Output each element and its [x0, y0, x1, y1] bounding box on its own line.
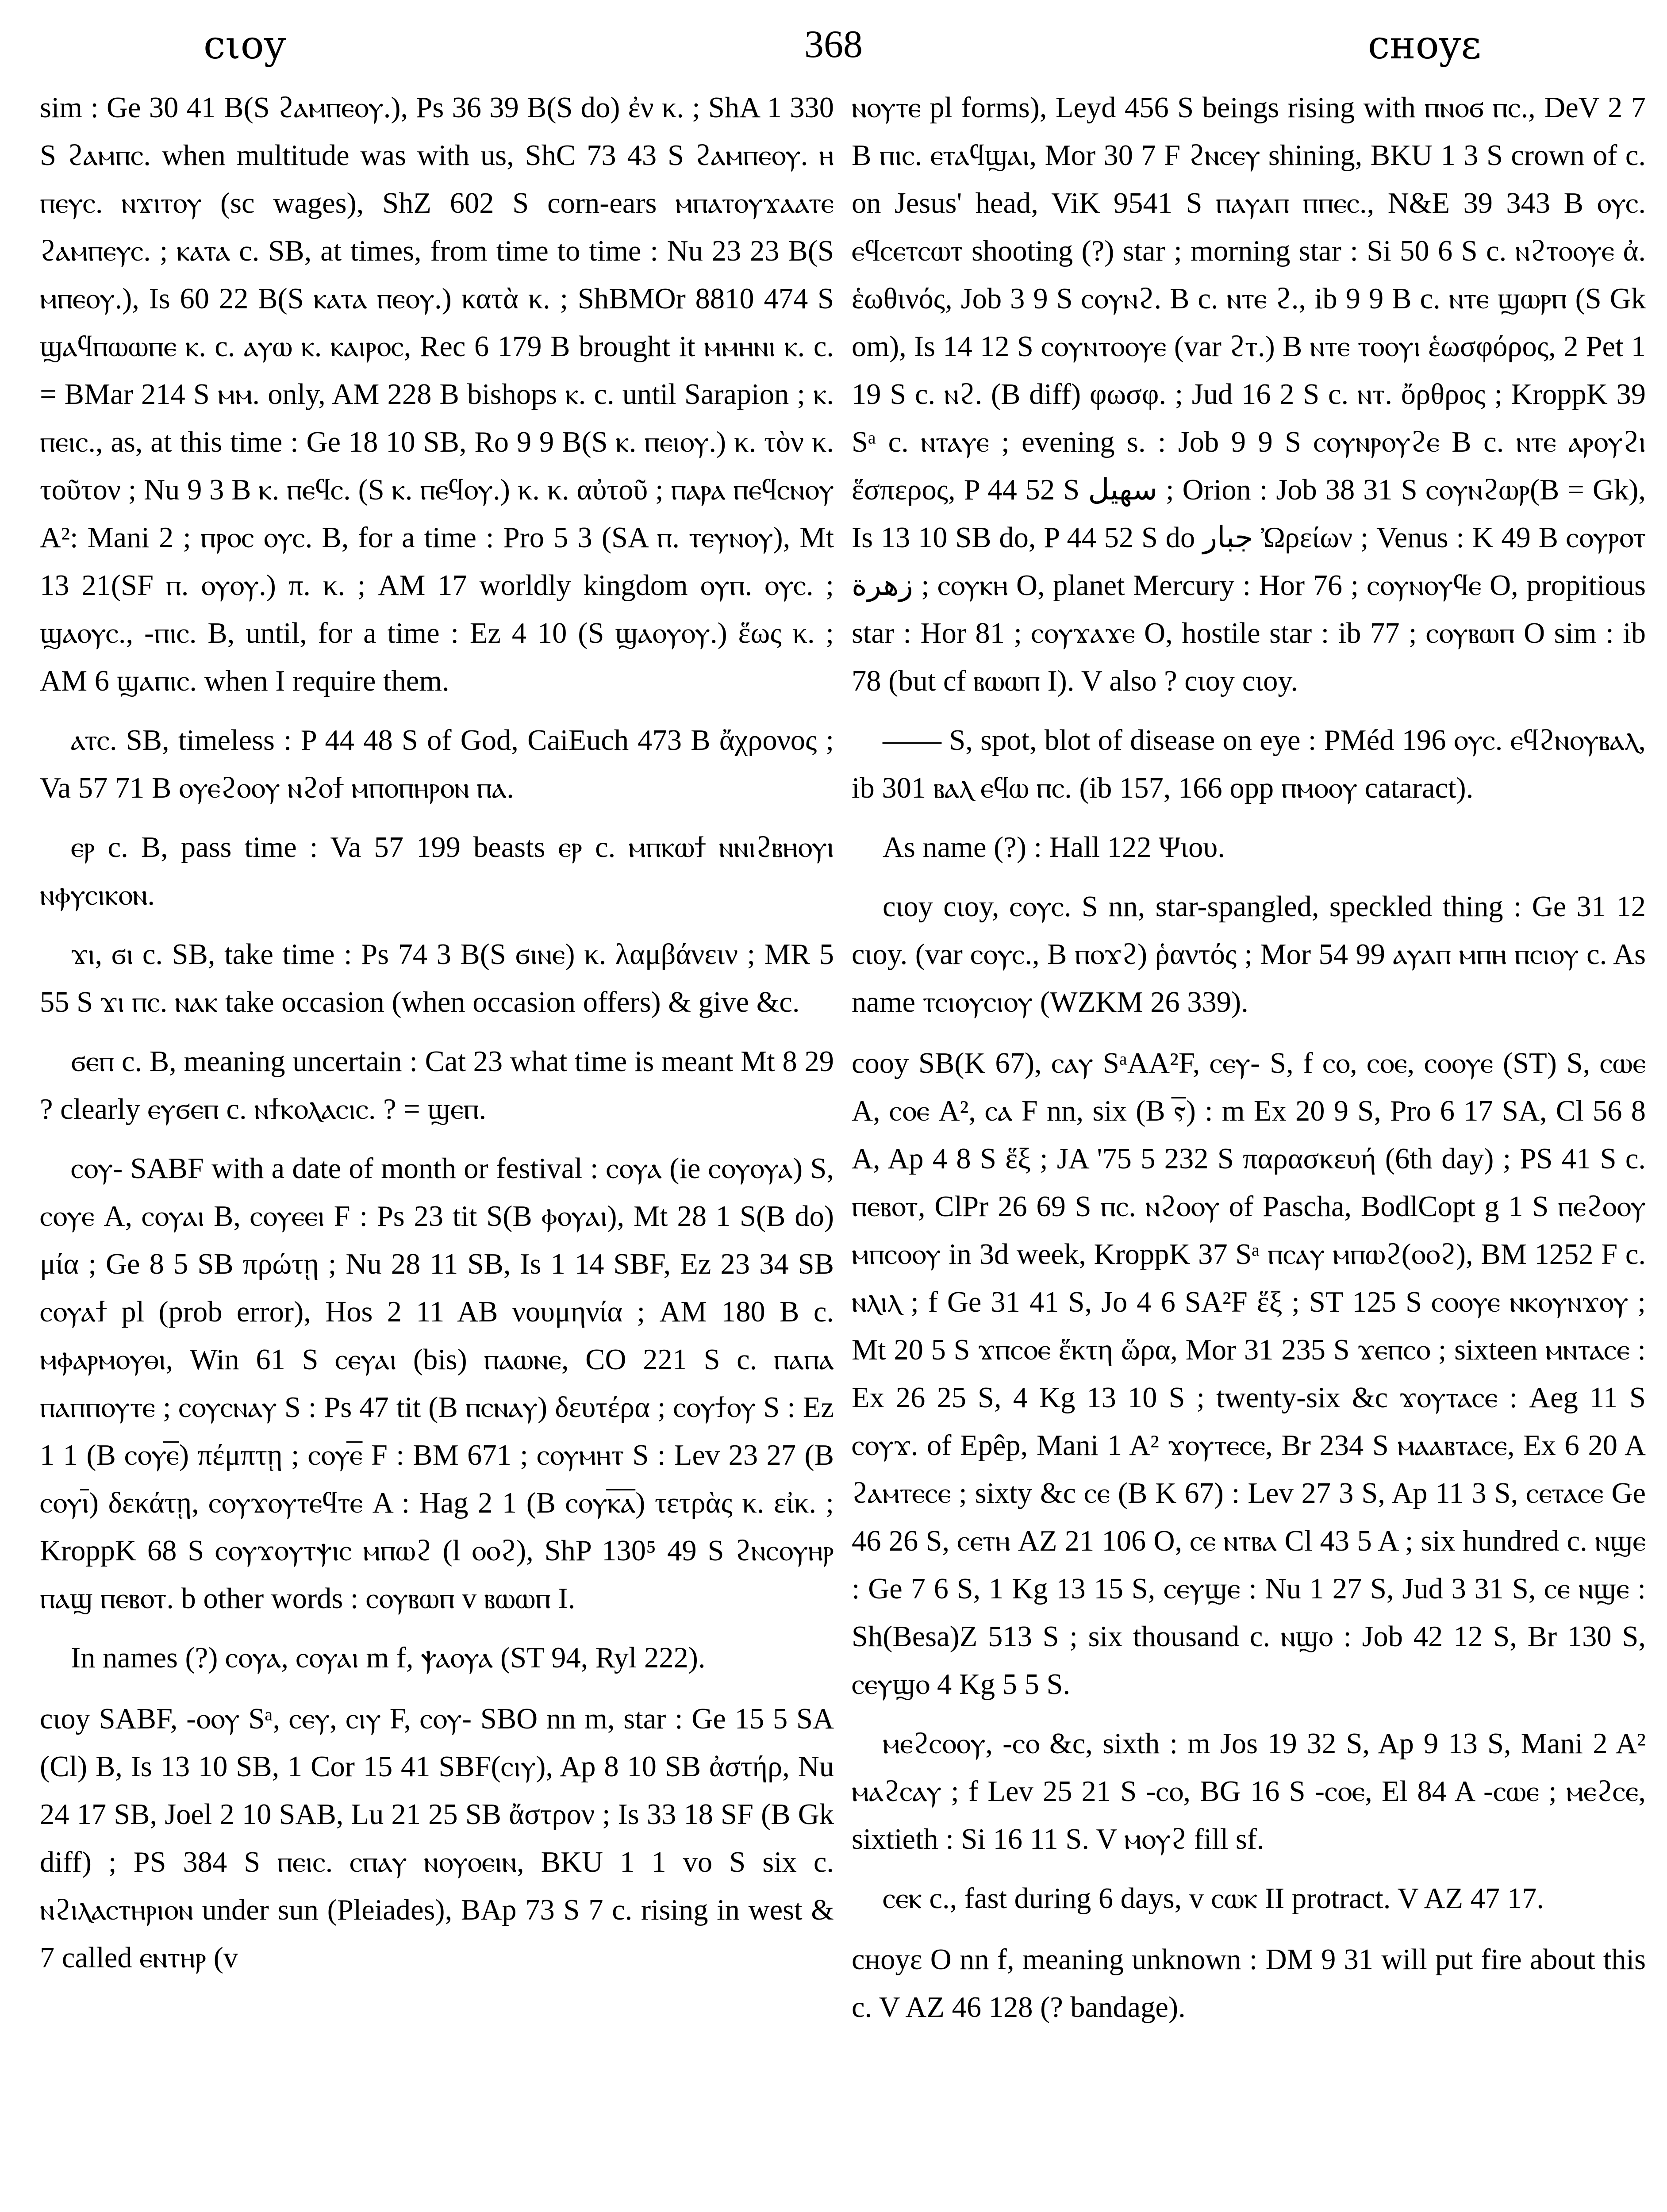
paragraph: ⲁⲧⲥ. SB, timeless : P 44 48 S of God, CaiEuch 473 B ἄχρονος ; Va 57 71 B ⲟⲩⲉϩⲟⲟⲩ ⲛϩⲟϯ ⲙⲡⲟⲡⲏⲣⲟⲛ ⲡⲁ.	[40, 724, 834, 804]
paragraph: ϭⲉⲡ c. B, meaning uncertain : Cat 23 what time is meant Mt 8 29 ? clearly ⲉⲩϭⲉⲡ c. ⲛϯⲕⲟⲗⲁⲥⲓⲥ. ? = ϣⲉⲡ.	[40, 1045, 834, 1125]
entry-paragraph: cιoy SABF, -ⲟⲟⲩ Sᵃ, ⲥⲉⲩ, ⲥⲓⲩ F, ⲥⲟⲩ- SBO nn m, star : Ge 15 5 SA (Cl) B, Is 13 10 SB, 1 Cor 15 41 SBF(ⲥⲓⲩ), Ap 8 10 SB ἀστήρ, Nu 24 17 SB, Joel 2 10 SAB, Lu 21 25 SB ἄστρον ; Is 33 18 SF (B Gk diff) ; PS 384 S ⲡⲉⲓⲥ. ⲥⲡⲁⲩ ⲛⲟⲩⲟⲉⲓⲛ, BKU 1 1 vo S six c. ⲛϩⲓⲗⲁⲥⲧⲏⲣⲓⲟⲛ under sun (Pleiades), BAp 73 S 7 c. rising in west & 7 called ⲉⲛⲧⲏⲣ (v	[40, 1703, 834, 1974]
right-running-head: cнoyɛ	[1367, 22, 1481, 68]
paragraph: In names (?) ⲥⲟⲩⲁ, ⲥⲟⲩⲁⲓ m f, ⲯⲁⲟⲩⲁ (ST 94, Ryl 222).	[71, 1642, 706, 1674]
left-column	[40, 84, 834, 1993]
paragraph: ⲙⲉϩⲥⲟⲟⲩ, -ⲥⲟ &c, sixth : m Jos 19 32 S, Ap 9 13 S, Mani 2 A² ⲙⲁϩⲥⲁⲩ ; f Lev 25 21 S -ⲥⲟ, BG 16 S -ⲥⲟⲉ, El 84 A -ⲥⲱⲉ ; ⲙⲉϩⲥⲉ, sixtieth : Si 16 11 S. V ⲙⲟⲩϩ fill sf.	[852, 1728, 1646, 1855]
right-column	[852, 84, 1646, 2043]
left-running-head: cιoy	[204, 22, 286, 68]
paragraph: ⲛⲟⲩⲧⲉ pl forms), Leyd 456 S beings rising with ⲡⲛⲟϭ ⲡⲥ., DeV 2 7 B ⲡⲓⲥ. ⲉⲧⲁϥϣⲁⲓ, Mor 30 7 F ϩⲛⲥⲉⲩ shining, BKU 1 3 S crown of c. on Jesus' head, ViK 9541 S ⲡⲁⲩⲁⲡ ⲡⲡⲉⲥ., N&E 39 343 B ⲟⲩⲥ. ⲉϥⲥⲉⲧⲥⲱⲧ shooting (?) star ; morning star : Si 50 6 S c. ⲛϩⲧⲟⲟⲩⲉ ἀ. ἑωθινός, Job 3 9 S ⲥⲟⲩⲛϩ. B c. ⲛⲧⲉ ϩ., ib 9 9 B c. ⲛⲧⲉ ϣⲱⲣⲡ (S Gk om), Is 14 12 S ⲥⲟⲩⲛⲧⲟⲟⲩⲉ (var ϩⲧ.) B ⲛⲧⲉ ⲧⲟⲟⲩⲓ ἑωσφόρος, 2 Pet 1 19 S c. ⲛϩ. (B diff) φωσφ. ; Jud 16 2 S c. ⲛⲧ. ὄρθρος ; KroppK 39 Sᵃ c. ⲛⲧⲁⲩⲉ ; evening s. : Job 9 9 S ⲥⲟⲩⲛⲣⲟⲩϩⲉ B c. ⲛⲧⲉ ⲁⲣⲟⲩϩⲓ ἕσπερος, P 44 52 S سهيل ; Orion : Job 38 31 S ⲥⲟⲩⲛϩⲱⲣ(B = Gk), Is 13 10 SB do, P 44 52 S do جبار Ὠρείων ; Venus : K 49 B ⲥⲟⲩⲣⲟⲧ زهرة ; ⲥⲟⲩⲕⲏ O, planet Mercury : Hor 76 ; ⲥⲟⲩⲛⲟⲩϥⲉ O, propitious star : Hor 81 ; ⲥⲟⲩϫⲁϫⲉ O, hostile star : ib 77 ; ⲥⲟⲩⲃⲱⲡ O sim : ib 78 (but cf ⲃⲱⲱⲡ I). V also ? cιoy cιoy.	[852, 92, 1646, 697]
paragraph: As name (?) : Hall 122 Ψιου.	[883, 831, 1225, 864]
paragraph: —— S, spot, blot of disease on eye : PMéd 196 ⲟⲩⲥ. ⲉϥϩⲛⲟⲩⲃⲁⲗ, ib 301 ⲃⲁⲗ ⲉϥⲱ ⲡⲥ. (ib 157, 166 opp ⲡⲙⲟⲟⲩ cataract).	[852, 724, 1646, 804]
paragraph: sim : Ge 30 41 B(S ϩⲁⲙⲡⲉⲟⲩ.), Ps 36 39 B(S do) ἐν κ. ; ShA 1 330 S ϩⲁⲙⲡⲥ. when multitude was with us, ShC 73 43 S ϩⲁⲙⲡⲉⲟⲩ. ⲏ ⲡⲉⲩⲥ. ⲛϫⲓⲧⲟⲩ (sc wages), ShZ 602 S corn-ears ⲙⲡⲁⲧⲟⲩϫⲁⲁⲧⲉ ϩⲁⲙⲡⲉⲩⲥ. ; ⲕⲁⲧⲁ c. SB, at times, from time to time : Nu 23 23 B(S ⲙⲡⲉⲟⲩ.), Is 60 22 B(S ⲕⲁⲧⲁ ⲡⲉⲟⲩ.) κατὰ κ. ; ShBMOr 8810 474 S ϣⲁϥⲡⲱⲱⲡⲉ ⲕ. c. ⲁⲩⲱ ⲕ. ⲕⲁⲓⲣⲟⲥ, Rec 6 179 B brought it ⲙⲙⲏⲛⲓ ⲕ. c. = BMar 214 S ⲙⲙ. only, AM 228 B bishops ⲕ. c. until Sarapion ; ⲕ. ⲡⲉⲓⲥ., as, at this time : Ge 18 10 SB, Ro 9 9 B(S ⲕ. ⲡⲉⲓⲟⲩ.) κ. τὸν κ. τοῦτον ; Nu 9 3 B ⲕ. ⲡⲉϥⲥ. (S ⲕ. ⲡⲉϥⲟⲩ.) κ. κ. αὐτοῦ ; ⲡⲁⲣⲁ ⲡⲉϥⲥⲛⲟⲩ A²: Mani 2 ; ⲡⲣⲟⲥ ⲟⲩⲥ. B, for a time : Pro 5 3 (SA ⲡ. ⲧⲉⲩⲛⲟⲩ), Mt 13 21(SF ⲡ. ⲟⲩⲟⲩ.) π. κ. ; AM 17 worldly kingdom ⲟⲩⲡ. ⲟⲩⲥ. ; ϣⲁⲟⲩⲥ., -ⲡⲓⲥ. B, until, for a time : Ez 4 10 (S ϣⲁⲟⲩⲟⲩ.) ἕως κ. ; AM 6 ϣⲁⲡⲓⲥ. when I require them.	[40, 92, 834, 697]
page-number: 368	[804, 23, 863, 66]
paragraph: cιoy cιoy, ⲥⲟⲩⲥ. S nn, star-spangled, speckled thing : Ge 31 12 cιoy. (var ⲥⲟⲩⲥ., B ⲡⲟϫϩ) ῥαντός ; Mor 54 99 ⲁⲩⲁⲡ ⲙⲡⲏ ⲡⲥⲓⲟⲩ c. As name ⲧⲥⲓⲟⲩⲥⲓⲟⲩ (WZKM 26 339).	[852, 891, 1646, 1018]
paragraph: ⲥⲟⲩ- SABF with a date of month or festival : ⲥⲟⲩⲁ (ie ⲥⲟⲩⲟⲩⲁ) S, ⲥⲟⲩⲉ A, ⲥⲟⲩⲁⲓ B, ⲥⲟⲩⲉⲉⲓ F : Ps 23 tit S(B ⲫⲟⲩⲁⲓ), Mt 28 1 S(B do) μία ; Ge 8 5 SB πρώτῃ ; Nu 28 11 SB, Is 1 14 SBF, Ez 23 34 SB ⲥⲟⲩⲁϯ pl (prob error), Hos 2 11 AB νουμηνία ; AM 180 B c. ⲙⲫⲁⲣⲙⲟⲩⲑⲓ, Win 61 S ⲥⲉⲩⲁⲓ (bis) ⲡⲁⲱⲛⲉ, CO 221 S c. ⲡⲁⲡⲁ ⲡⲁⲡⲡⲟⲩⲧⲉ ; ⲥⲟⲩⲥⲛⲁⲩ S : Ps 47 tit (B ⲡⲥⲛⲁⲩ) δευτέρα ; ⲥⲟⲩϯⲟⲩ S : Ez 1 1 (B ⲥⲟⲩⲉ̅) πέμπτῃ ; ⲥⲟⲩⲉ̅ F : BM 671 ; ⲥⲟⲩⲙⲏⲧ S : Lev 23 27 (B ⲥⲟⲩⲓ̅) δεκάτῃ, ⲥⲟⲩϫⲟⲩⲧⲉϥⲧⲉ A : Hag 2 1 (B ⲥⲟⲩⲕ̅ⲁ̅) τετρὰς κ. εἰκ. ; KroppK 68 S ⲥⲟⲩϫⲟⲩⲧⲯⲓⲥ ⲙⲡⲱϩ (l ⲟⲟϩ), ShP 130⁵ 49 S ϩⲛⲥⲟⲩⲏⲣ ⲡⲁϣ ⲡⲉⲃⲟⲧ. b other words : ⲥⲟⲩⲃⲱⲡ v ⲃⲱⲱⲡ I.	[40, 1152, 834, 1615]
paragraph: ϫⲓ, ϭⲓ c. SB, take time : Ps 74 3 B(S ϭⲓⲛⲉ) κ. λαμβάνειν ; MR 5 55 S ϫⲓ ⲡⲥ. ⲛⲁⲕ take occasion (when occasion offers) & give &c.	[40, 938, 834, 1018]
entry-paragraph: cooy SB(K 67), ⲥⲁⲩ SᵃAA²F, ⲥⲉⲩ- S, f ⲥⲟ, ⲥⲟⲉ, ⲥⲟⲟⲩⲉ (ST) S, ⲥⲱⲉ A, ⲥⲟⲉ A², ⲥⲁ F nn, six (B ⲋ̅) : m Ex 20 9 S, Pro 6 17 SA, Cl 56 8 A, Ap 4 8 S ἕξ ; JA '75 5 232 S παρασκευή (6th day) ; PS 41 S c. ⲡⲉⲃⲟⲧ, ClPr 26 69 S ⲡⲥ. ⲛϩⲟⲟⲩ of Pascha, BodlCopt g 1 S ⲡⲉϩⲟⲟⲩ ⲙⲡⲥⲟⲟⲩ in 3d week, KroppK 37 Sᵃ ⲡⲥⲁⲩ ⲙⲡⲱϩ(ⲟⲟϩ), BM 1252 F c. ⲛⲗⲓⲗ ; f Ge 31 41 S, Jo 4 6 SA²F ἕξ ; ST 125 S ⲥⲟⲟⲩⲉ ⲛⲕⲟⲩⲛϫⲟⲩ ; Mt 20 5 S ϫⲡⲥⲟⲉ ἕκτη ὥρα, Mor 31 235 S ϫⲉⲡⲥⲟ ; sixteen ⲙⲛⲧⲁⲥⲉ : Ex 26 25 S, 4 Kg 13 10 S ; twenty-six &c ϫⲟⲩⲧⲁⲥⲉ : Aeg 11 S ⲥⲟⲩϫ. of Epêp, Mani 1 A² ϫⲟⲩⲧⲉⲥⲉ, Br 234 S ⲙⲁⲁⲃⲧⲁⲥⲉ, Ex 6 20 A ϩⲁⲙⲧⲉⲥⲉ ; sixty &c ⲥⲉ (B K 67) : Lev 27 3 S, Ap 11 3 S, ⲥⲉⲧⲁⲥⲉ Ge 46 26 S, ⲥⲉⲧⲏ AZ 21 106 O, ⲥⲉ ⲛⲧⲃⲁ Cl 43 5 A ; six hundred c. ⲛϣⲉ : Ge 7 6 S, 1 Kg 13 15 S, ⲥⲉⲩϣⲉ : Nu 1 27 S, Jud 3 31 S, ⲥⲉ ⲛϣⲉ : Sh(Besa)Z 513 S ; six thousand c. ⲛϣⲟ : Job 42 12 S, Br 130 S, ⲥⲉⲩϣⲟ 4 Kg 5 5 S.	[852, 1047, 1646, 1701]
page-header	[35, 22, 1632, 80]
paragraph: ⲉⲣ c. B, pass time : Va 57 199 beasts ⲉⲣ c. ⲙⲡⲕⲱϯ ⲛⲛⲓϩⲃⲏⲟⲩⲓ ⲛⲫⲩⲥⲓⲕⲟⲛ.	[40, 831, 834, 911]
paragraph: ⲥⲉⲕ c., fast during 6 days, v ⲥⲱⲕ II protract. V AZ 47 17.	[883, 1882, 1544, 1915]
entry-paragraph: cнoyɛ O nn f, meaning unknown : DM 9 31 will put fire about this c. V AZ 46 128 (? bandage).	[852, 1943, 1646, 2024]
